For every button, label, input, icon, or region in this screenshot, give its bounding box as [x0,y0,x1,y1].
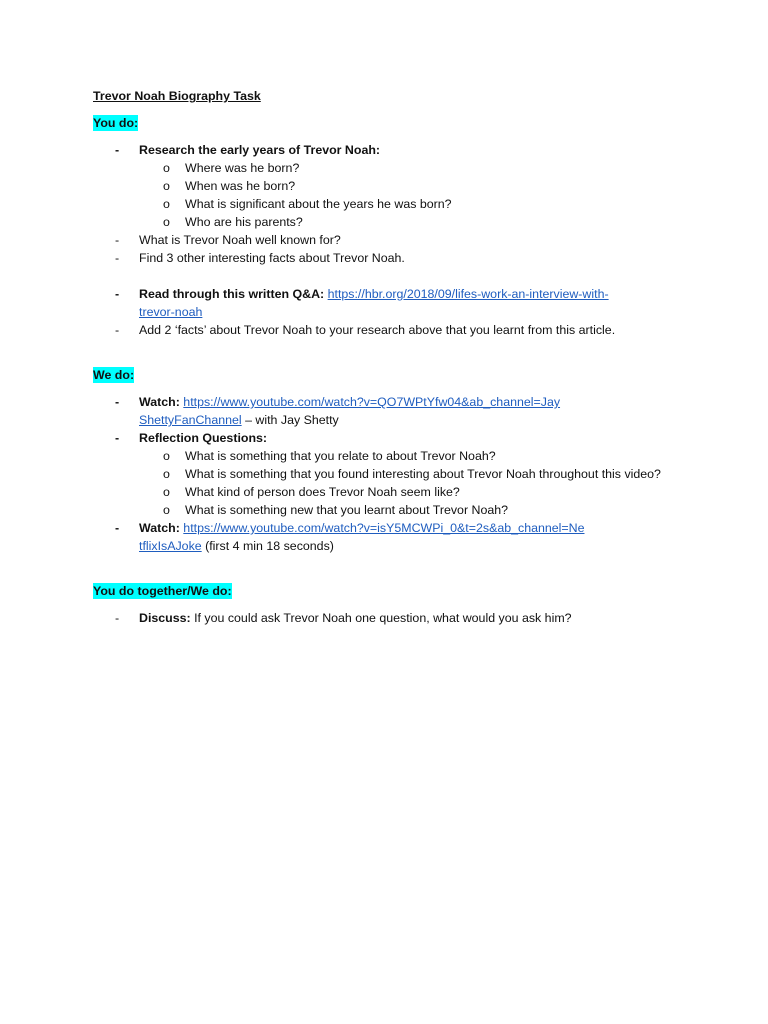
circle-bullet: o [163,215,170,229]
circle-bullet: o [163,503,170,517]
you-do-list [93,141,663,267]
discuss-label: Discuss: [139,611,191,625]
dash-bullet: - [115,323,120,337]
read-label: Read through this written Q&A: [139,287,325,301]
list-item: o What kind of person does Trevor Noah seem like? [163,485,460,499]
circle-bullet: o [163,197,170,211]
circle-bullet: o [163,467,170,481]
list-item: o Where was he born? [163,161,300,175]
document-body [93,87,663,627]
list-item: o What is something new that you learnt about Trevor Noah? [163,503,509,517]
read-list [93,285,663,339]
heading-we-do: We do: [93,368,135,382]
list-item-reflection [93,429,663,519]
research-sublist [139,159,663,231]
watch-label: Watch: [139,395,180,409]
dash-bullet: - [115,431,120,445]
list-item-discuss: - Discuss: If you could ask Trevor Noah one question, what would you ask him? [115,611,572,625]
list-item: o What is significant about the years he was born? [163,197,452,211]
list-item-add-facts: - Add 2 ‘facts’ about Trevor Noah to your research above that you learnt from this article. [115,323,616,337]
we-do-list [93,393,663,555]
youtube-link-netflix[interactable]: https://www.youtube.com/watch?v=isY5MCWPi_0&t=2s&ab_channel=Ne tflixIsAJoke [139,521,585,553]
circle-bullet: o [163,485,170,499]
list-item-watch-2: - Watch: https://www.youtube.com/watch?v=isY5MCWPi_0&t=2s&ab_channel=Ne tflixIsAJoke (first 4 min 18 seconds) [115,521,585,553]
dash-bullet: - [115,521,120,535]
dash-bullet: - [115,287,120,301]
dash-bullet: - [115,395,120,409]
section-together [93,582,663,600]
reflection-label: Reflection Questions: [139,431,268,445]
list-item-research [93,141,663,231]
list-item: o What is something that you found interesting about Trevor Noah throughout this video? [163,467,661,481]
together-list [93,609,663,627]
dash-bullet: - [115,251,120,265]
section-we-do [93,366,663,384]
hbr-article-link[interactable]: https://hbr.org/2018/09/lifes-work-an-interview-with- trevor-noah [139,287,609,319]
list-item: o What is something that you relate to about Trevor Noah? [163,449,496,463]
list-item-facts: - Find 3 other interesting facts about Trevor Noah. [115,251,405,265]
circle-bullet: o [163,179,170,193]
reflection-sublist [139,447,663,519]
heading-together: You do together/We do: [93,584,232,598]
dash-bullet: - [115,611,120,625]
watch-label: Watch: [139,521,180,535]
section-you-do [93,114,663,132]
circle-bullet: o [163,449,170,463]
list-item-known-for: - What is Trevor Noah well known for? [115,233,341,247]
heading-you-do: You do: [93,116,139,130]
youtube-link-jay-shetty[interactable]: https://www.youtube.com/watch?v=QO7WPtYfw04&ab_channel=Jay ShettyFanChannel [139,395,561,427]
dash-bullet: - [115,233,120,247]
circle-bullet: o [163,161,170,175]
list-item: o When was he born? [163,179,296,193]
research-label: Research the early years of Trevor Noah: [139,143,381,157]
list-item: o Who are his parents? [163,215,303,229]
dash-bullet: - [115,143,120,157]
document-title: Trevor Noah Biography Task [93,89,261,103]
list-item-read [93,285,663,321]
list-item-watch-1: - Watch: https://www.youtube.com/watch?v=QO7WPtYfw04&ab_channel=Jay ShettyFanChannel – with Jay Shetty [115,395,561,427]
